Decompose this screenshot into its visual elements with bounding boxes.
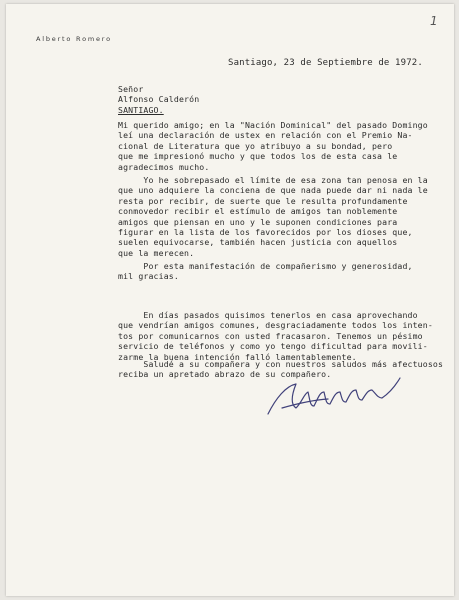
handwritten-signature [256,364,426,428]
letter-date: Santiago, 23 de Septiembre de 1972. [228,58,423,68]
paragraph-4: En días pasados quisimos tenerlos en casa aprovechando que vendrían amigos comunes, desgraciadamente todos los inten- tos por comunicarnos con usted fracasaron. Tenemos un pésimo servicio de teléfonos y como yo tengo dificultad para movili- zarme la buena intención falló lamentablemente. [118,310,433,362]
paragraph-1: Mi querido amigo; en la "Nación Dominical" del pasado Domingo leí una declaración de ustex en relación con el Premio Na- cional de Literatura que yo atribuyo a su bondad, pero que me impresionó mucho y que todos los de esta casa le agradecimos mucho. [118,120,428,172]
page-number: 1 [430,14,438,28]
recipient-address [118,84,199,115]
recipient-name: Alfonso Calderón [118,94,200,105]
paragraph-5: Saludé a su compañera y con nuestros saludos más afectuosos reciba un apretado abrazo de su compañero. [118,359,444,380]
letterhead: Alberto Romero [36,35,112,43]
salutation: Señor [118,84,144,94]
paragraph-3: Por esta manifestación de compañerismo y generosidad, mil gracias. [118,261,413,282]
recipient-city: SANTIAGO. [118,104,164,115]
letter-sheet [6,4,454,596]
paragraph-2: Yo he sobrepasado el límite de esa zona tan penosa en la que uno adquiere la conciena de que nada puede dar ni nada le resta por recibir, de suerte que le resulta profundamente conmovedor recibir el estímulo de amigos tan noblemente amigos que piensan en uno y le suponen condiciones para figurar en la lista de los favorecidos por los dioses que, suelen equivocarse, también hacen justicia con aquellos que la merecen. [118,175,428,258]
